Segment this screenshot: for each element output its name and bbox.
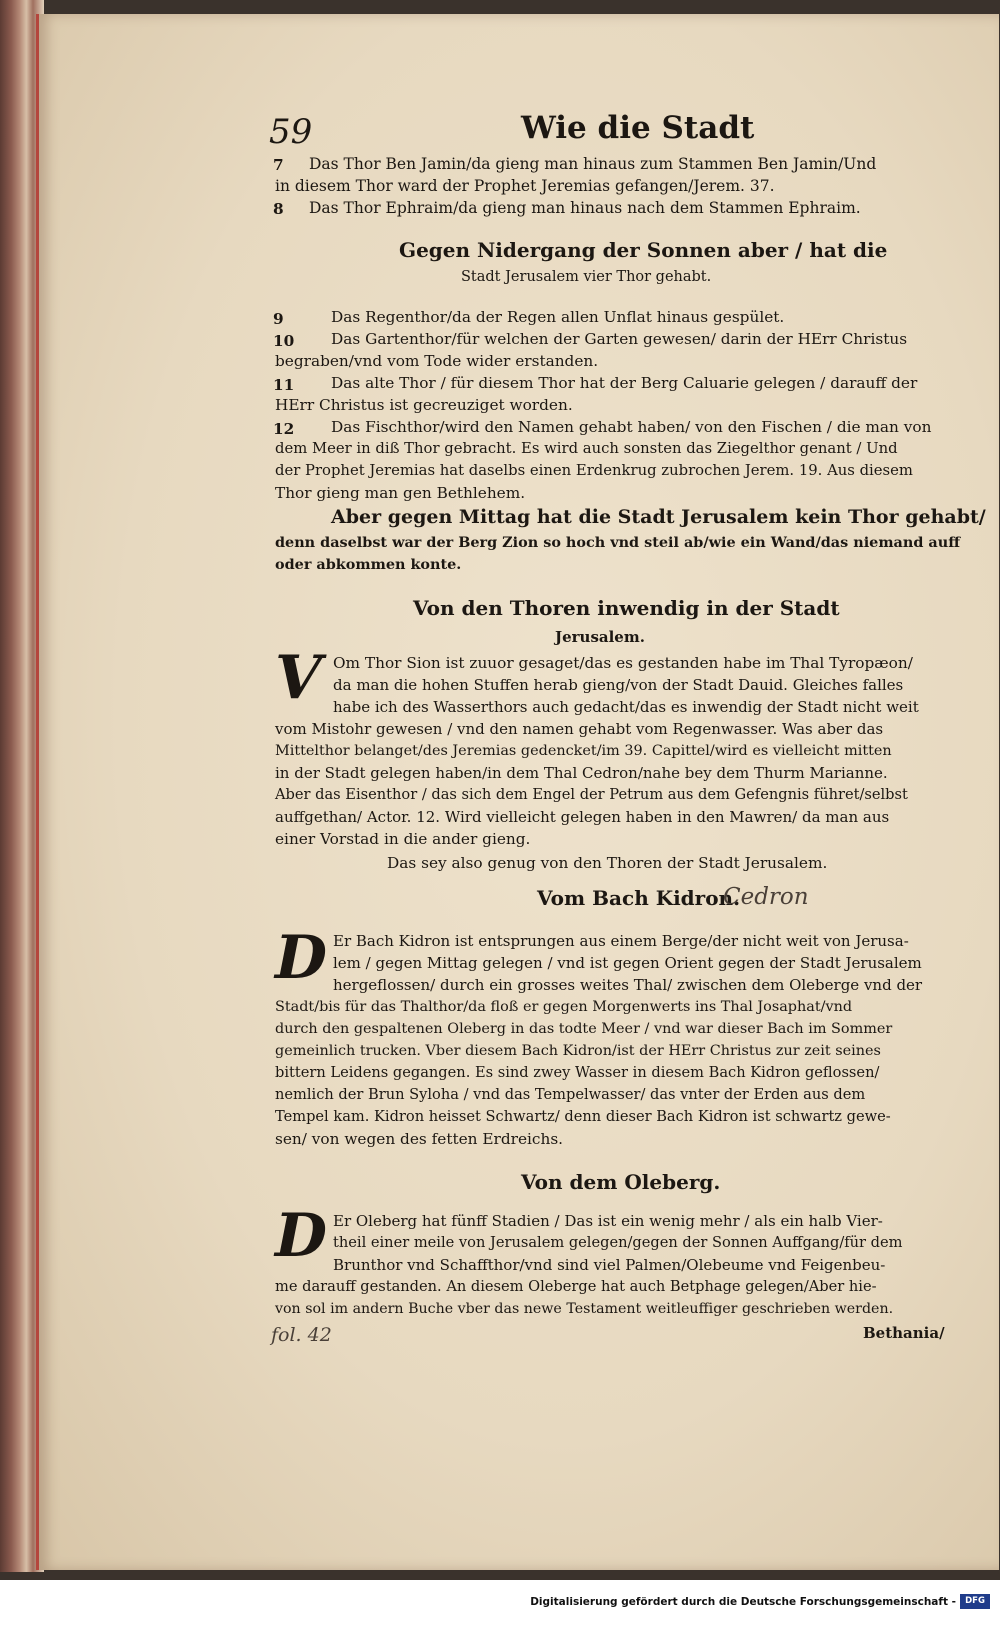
inner-text-line: auffgethan/ Actor. 12. Wird vielleicht gelegen haben in den Mawren/ da man aus <box>275 808 890 826</box>
gate-line: in diesem Thor ward der Prophet Jeremias gefangen/Jerem. 37. <box>275 177 775 195</box>
gate-line: Das alte Thor / für diesem Thor hat der Berg Caluarie gelegen / darauff der <box>331 374 918 392</box>
inner-text-line: Mittelthor belanget/des Jeremias gedencket/im 39. Capittel/wird es vielleicht mitten <box>275 743 892 759</box>
kidron-text-line: Er Bach Kidron ist entsprungen aus einem Berge/der nicht weit von Jerusa- <box>333 932 909 950</box>
running-title: Wie die Stadt <box>521 110 755 146</box>
gate-number: 10 <box>273 332 295 350</box>
olive-mount-heading: Von dem Oleberg. <box>521 1170 721 1194</box>
south-line: denn daselbst war der Berg Zion so hoch vnd steil ab/wie ein Wand/das niemand auff <box>275 534 961 551</box>
inner-text-line: habe ich des Wasserthors auch gedacht/das es inwendig der Stadt nicht weit <box>333 698 919 716</box>
drop-cap-v: V <box>275 643 322 713</box>
inner-text-line: einer Vorstad in die ander gieng. <box>275 830 531 848</box>
inner-text-line: Aber das Eisenthor / das sich dem Engel der Petrum aus dem Gefengnis führet/selbst <box>275 786 908 803</box>
west-heading: Gegen Nidergang der Sonnen aber / hat die <box>399 238 888 262</box>
west-subheading: Stadt Jerusalem vier Thor gehabt. <box>461 269 712 285</box>
kidron-text-line: bittern Leidens gegangen. Es sind zwey Wasser in diesem Bach Kidron geflossen/ <box>275 1064 880 1081</box>
olive-text-line: Brunthor vnd Schaffthor/vnd sind viel Palmen/Olebeume vnd Feigenbeu- <box>333 1256 886 1274</box>
gate-line: Das Fischthor/wird den Namen gehabt haben/ von den Fischen / die man von <box>331 418 932 436</box>
gate-line: begraben/vnd vom Tode wider erstanden. <box>275 352 599 370</box>
kidron-text-line: nemlich der Brun Syloha / vnd das Tempelwasser/ das vnter der Erden aus dem <box>275 1086 866 1103</box>
drop-cap-d: D <box>275 923 328 993</box>
inner-text-line: Om Thor Sion ist zuuor gesaget/das es gestanden habe im Thal Tyropæon/ <box>333 654 913 672</box>
gate-number: 11 <box>273 376 295 394</box>
gate-line: Thor gieng man gen Bethlehem. <box>275 484 526 502</box>
dfg-logo: DFG <box>960 1594 990 1609</box>
inner-close: Das sey also genug von den Thoren der Stadt Jerusalem. <box>387 854 828 872</box>
gate-line: Das Gartenthor/für welchen der Garten gewesen/ darin der HErr Christus <box>331 330 908 348</box>
gate-number: 8 <box>273 200 284 218</box>
page-number: 59 <box>269 112 313 152</box>
olive-text-line: Er Oleberg hat fünff Stadien / Das ist ein wenig mehr / als ein halb Vier- <box>333 1212 883 1230</box>
south-lead: Aber gegen Mittag hat die Stadt Jerusalem kein Thor gehabt/ <box>331 506 986 528</box>
kidron-text-line: Tempel kam. Kidron heisset Schwartz/ denn dieser Bach Kidron ist schwartz gewe- <box>275 1108 891 1125</box>
gate-number: 7 <box>273 156 284 174</box>
olive-text-line: von sol im andern Buche vber das newe Testament weitleuffiger geschrieben werden. <box>275 1301 894 1317</box>
south-line: oder abkommen konte. <box>275 556 462 573</box>
kidron-text-line: gemeinlich trucken. Vber diesem Bach Kidron/ist der HErr Christus zur zeit seines <box>275 1043 881 1059</box>
kidron-heading: Vom Bach Kidron. <box>537 886 741 910</box>
digitization-footer <box>0 1580 1000 1625</box>
inner-gates-heading: Von den Thoren inwendig in der Stadt <box>413 596 840 620</box>
gate-line: Das Thor Ephraim/da gieng man hinaus nach dem Stammen Ephraim. <box>309 199 861 217</box>
handwritten-folio-note: fol. 42 <box>271 1324 332 1346</box>
inner-gates-subheading: Jerusalem. <box>555 628 645 646</box>
kidron-text-line: sen/ von wegen des fetten Erdreichs. <box>275 1130 564 1148</box>
inner-text-line: vom Mistohr gewesen / vnd den namen gehabt vom Regenwasser. Was aber das <box>275 720 884 738</box>
handwritten-cedron: Cedron <box>723 884 809 910</box>
gate-line: HErr Christus ist gecreuziget worden. <box>275 396 573 414</box>
kidron-text-line: hergeflossen/ durch ein grosses weites Thal/ zwischen dem Oleberge vnd der <box>333 976 923 994</box>
olive-text-line: me darauff gestanden. An diesem Oleberge hat auch Betphage gelegen/Aber hie- <box>275 1278 877 1295</box>
gate-number: 12 <box>273 420 295 438</box>
inner-text-line: da man die hohen Stuffen herab gieng/von der Stadt Dauid. Gleiches falles <box>333 676 904 694</box>
gate-number: 9 <box>273 310 284 328</box>
gate-line: Das Regenthor/da der Regen allen Unflat hinaus gespület. <box>331 308 785 326</box>
funding-credit: Digitalisierung gefördert durch die Deutsche Forschungsgemeinschaft - <box>530 1596 956 1608</box>
inner-text-line: in der Stadt gelegen haben/in dem Thal Cedron/nahe bey dem Thurm Marianne. <box>275 764 888 782</box>
gate-line: dem Meer in diß Thor gebracht. Es wird auch sonsten das Ziegelthor genant / Und <box>275 440 898 457</box>
kidron-text-line: durch den gespaltenen Oleberg in das todte Meer / vnd war dieser Bach im Sommer <box>275 1021 893 1037</box>
gate-line: der Prophet Jeremias hat daselbs einen Erdenkrug zubrochen Jerem. 19. Aus diesem <box>275 462 913 479</box>
olive-text-line: theil einer meile von Jerusalem gelegen/gegen der Sonnen Auffgang/für dem <box>333 1234 903 1251</box>
catchword: Bethania/ <box>863 1324 945 1342</box>
kidron-text-line: Stadt/bis für das Thalthor/da floß er gegen Morgenwerts ins Thal Josaphat/vnd <box>275 999 853 1015</box>
page-paper <box>36 14 999 1570</box>
drop-cap-d: D <box>275 1201 328 1271</box>
kidron-text-line: lem / gegen Mittag gelegen / vnd ist gegen Orient gegen der Stadt Jerusalem <box>333 954 922 972</box>
gate-line: Das Thor Ben Jamin/da gieng man hinaus zum Stammen Ben Jamin/Und <box>309 155 877 173</box>
